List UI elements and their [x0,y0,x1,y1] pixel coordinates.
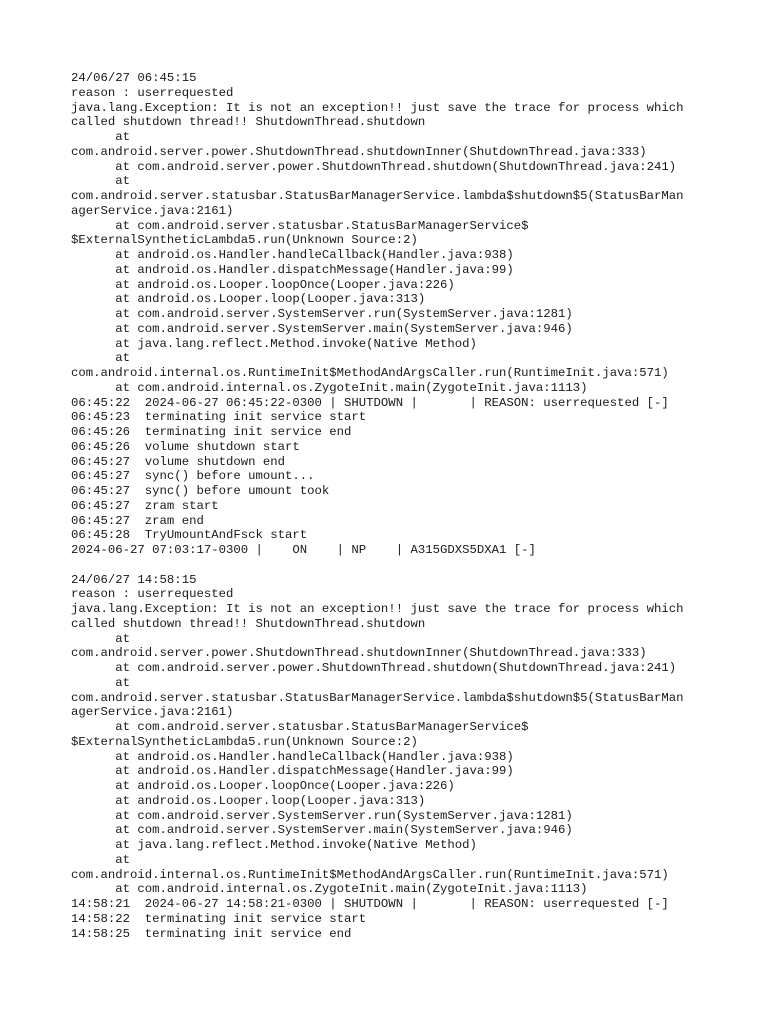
log-line: 06:45:26 terminating init service end [71,425,352,439]
log-line: at com.android.internal.os.ZygoteInit.main(ZygoteInit.java:1113) [71,882,588,897]
log-line: com.android.server.statusbar.StatusBarManagerService.lambda$shutdown$5(StatusBarMan [71,690,684,705]
log-line: 06:45:23 terminating init service start [71,410,367,425]
log-line: at android.os.Looper.loopOnce(Looper.java:226) [71,277,455,292]
log-line: 06:45:27 zram end [71,513,204,528]
log-line: at com.android.server.statusbar.StatusBarManagerService$ [71,720,529,734]
log-line: at android.os.Handler.handleCallback(Handler.java:938) [71,749,514,764]
log-line: com.android.server.statusbar.StatusBarManagerService.lambda$shutdown$5(StatusBarMan [71,189,684,203]
log-line: $ExternalSyntheticLambda5.run(Unknown Source:2) [71,734,418,749]
log-line: $ExternalSyntheticLambda5.run(Unknown Source:2) [71,233,418,248]
log-line: java.lang.Exception: It is not an exception!! just save the trace for process which [71,602,684,616]
log-line: 14:58:22 terminating init service start [71,911,367,926]
log-line: at android.os.Handler.dispatchMessage(Handler.java:99) [71,262,514,277]
log-line: at java.lang.reflect.Method.invoke(Native Method) [71,336,477,351]
log-line: at android.os.Handler.handleCallback(Handler.java:938) [71,248,514,262]
log-line: 24/06/27 06:45:15 [71,71,197,85]
log-line: at java.lang.reflect.Method.invoke(Native Method) [71,838,477,852]
log-line: 14:58:21 2024-06-27 14:58:21-0300 | SHUTDOWN | | REASON: userrequested [-] [71,897,669,911]
log-line: agerService.java:2161) [71,705,234,720]
log-block [71,71,761,558]
log-line: 06:45:22 2024-06-27 06:45:22-0300 | SHUTDOWN | | REASON: userrequested [-] [71,395,669,410]
log-line: called shutdown thread!! ShutdownThread.shutdown [71,115,426,130]
log-line: at com.android.server.SystemServer.run(SystemServer.java:1281) [71,808,573,823]
log-document [71,71,761,941]
log-block [71,573,761,942]
log-line: 2024-06-27 07:03:17-0300 | ON | NP | A315GDXS5DXA1 [-] [71,543,536,557]
log-line: at [71,675,131,690]
log-line: reason : userrequested [71,587,234,602]
log-line: at com.android.server.SystemServer.run(SystemServer.java:1281) [71,307,573,321]
log-line: com.android.internal.os.RuntimeInit$MethodAndArgsCaller.run(RuntimeInit.java:571) [71,867,669,882]
log-line: at com.android.server.SystemServer.main(SystemServer.java:946) [71,321,573,336]
log-line: at com.android.server.SystemServer.main(SystemServer.java:946) [71,823,573,838]
log-line: 24/06/27 14:58:15 [71,572,197,587]
log-line: at [71,130,131,144]
log-line: at com.android.server.statusbar.StatusBarManagerService$ [71,218,529,233]
log-line: at com.android.server.power.ShutdownThread.shutdown(ShutdownThread.java:241) [71,159,677,174]
log-line: at com.android.internal.os.ZygoteInit.main(ZygoteInit.java:1113) [71,380,588,395]
log-line: 14:58:25 terminating init service end [71,926,352,941]
log-line: agerService.java:2161) [71,203,234,218]
log-line: com.android.server.power.ShutdownThread.shutdownInner(ShutdownThread.java:333) [71,144,647,159]
log-line: java.lang.Exception: It is not an exception!! just save the trace for process which [71,100,684,115]
log-line: at android.os.Looper.loop(Looper.java:313) [71,793,426,808]
log-line: 06:45:27 zram start [71,498,219,513]
log-line: com.android.server.power.ShutdownThread.shutdownInner(ShutdownThread.java:333) [71,646,647,661]
log-line: called shutdown thread!! ShutdownThread.shutdown [71,616,426,631]
log-line: at [71,631,131,646]
log-line: at [71,852,131,867]
log-line: at android.os.Looper.loop(Looper.java:313) [71,292,426,307]
log-line: at [71,351,131,366]
log-line: 06:45:27 volume shutdown end [71,454,286,469]
log-line: reason : userrequested [71,85,234,100]
log-line: at com.android.server.power.ShutdownThread.shutdown(ShutdownThread.java:241) [71,661,677,675]
log-line: 06:45:27 sync() before umount... [71,469,315,484]
log-line: at android.os.Looper.loopOnce(Looper.java:226) [71,779,455,793]
log-line: at [71,174,131,189]
log-line: 06:45:27 sync() before umount took [71,484,330,498]
log-line: 06:45:28 TryUmountAndFsck start [71,528,308,543]
log-line: 06:45:26 volume shutdown start [71,439,300,454]
log-line: at android.os.Handler.dispatchMessage(Handler.java:99) [71,764,514,779]
log-line: com.android.internal.os.RuntimeInit$MethodAndArgsCaller.run(RuntimeInit.java:571) [71,366,669,380]
